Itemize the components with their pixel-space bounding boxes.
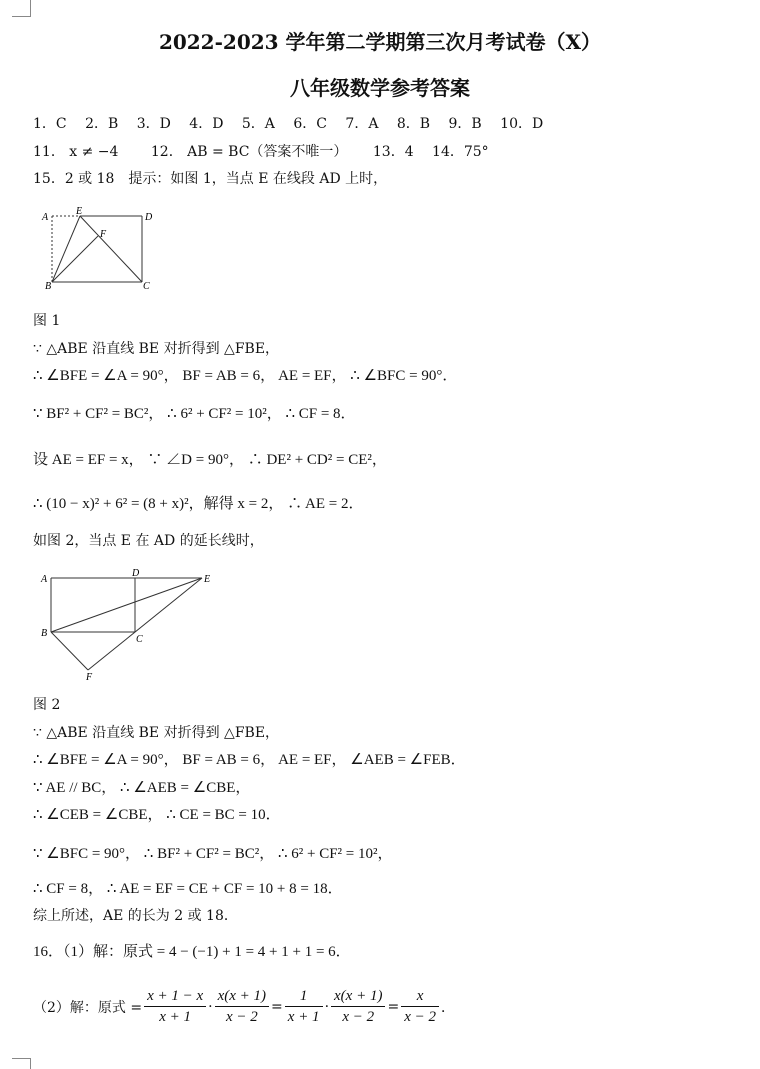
fill-answers: 11． x ≠ −4 12． AB = BC（答案不唯一） 13．4 14．75°	[33, 144, 489, 160]
case1-line1: ∵ △ABE 沿直线 BE 对折得到 △FBE，	[33, 341, 280, 357]
fig1-label-c: C	[143, 281, 150, 292]
equals-sign: =	[387, 998, 400, 1015]
fraction-2	[215, 986, 269, 1027]
corner-mark-bottom	[12, 1058, 31, 1069]
case2-line4: ∴ ∠CEB = ∠CBE， ∴ CE = BC = 10．	[33, 807, 281, 823]
figure-1-diagram	[38, 204, 158, 296]
fig1-segment-bf	[52, 236, 98, 282]
fraction-1-numerator: x + 1 − x	[144, 986, 206, 1007]
case2-line3: ∵ AE // BC， ∴ ∠AEB = ∠CBE，	[33, 780, 251, 796]
fig2-label-e: E	[204, 574, 211, 585]
case1-line2: ∴ ∠BFE = ∠A = 90°， BF = AB = 6， AE = EF， ∴ ∠BFC = 90°．	[33, 368, 458, 384]
fig2-label-a: A	[41, 574, 48, 585]
fraction-2-denominator: x − 2	[225, 1009, 258, 1025]
fig1-label-f: F	[100, 229, 107, 240]
figure-2-diagram	[36, 566, 226, 684]
fraction-3-denominator: x + 1	[287, 1009, 320, 1025]
fraction-5-numerator: x	[401, 986, 439, 1007]
fig1-label-d: D	[145, 212, 153, 223]
figure-2-caption: 图 2	[33, 697, 61, 713]
fraction-4	[331, 986, 385, 1027]
fig2-segment-bf	[51, 632, 88, 670]
fraction-1	[144, 986, 206, 1027]
q16-part2	[33, 986, 455, 1027]
case2-line6: ∴ CF = 8， ∴ AE = EF = CE + CF = 10 + 8 = 18．	[33, 881, 343, 897]
case1-line3: ∵ BF² + CF² = BC²， ∴ 6² + CF² = 10²， ∴ CF = 8．	[33, 406, 356, 422]
fig2-segment-fe	[88, 578, 202, 670]
fraction-3	[285, 986, 323, 1027]
dot-operator: ·	[324, 998, 330, 1015]
dot-operator: ·	[208, 998, 213, 1015]
fig2-label-b: B	[41, 628, 48, 639]
case1-line5: ∴ (10 − x)² + 6² = (8 + x)²，解得 x = 2， ∴ AE = 2．	[33, 496, 364, 512]
fig1-label-a: A	[42, 212, 49, 223]
choice-answers: 1．C 2．B 3．D 4．D 5．A 6．C 7．A 8．B 9．B 10．D	[33, 116, 544, 132]
case2-line2: ∴ ∠BFE = ∠A = 90°， BF = AB = 6， AE = EF， ∠AEB = ∠FEB．	[33, 752, 466, 768]
q16-part1: 16．（1）解：原式 = 4 − (−1) + 1 = 4 + 1 + 1 = 6．	[33, 944, 351, 960]
case2-line5: ∵ ∠BFC = 90°， ∴ BF² + CF² = BC²， ∴ 6² + CF² = 10²，	[33, 846, 393, 862]
fraction-4-numerator: x(x + 1)	[331, 986, 385, 1007]
equals-sign: =	[271, 998, 283, 1015]
page-title: 2022-2023 学年第二学期第三次月考试卷（X）	[158, 30, 602, 54]
fraction-2-numerator: x(x + 1)	[215, 986, 269, 1007]
fig2-label-d: D	[132, 568, 140, 579]
q16-part2-prefix: （2）解：原式 =	[33, 999, 143, 1016]
fig1-label-b: B	[45, 281, 52, 292]
fig2-segment-be	[51, 578, 202, 632]
fig1-segment-be	[52, 216, 80, 282]
page-subtitle: 八年级数学参考答案	[290, 76, 470, 100]
fig1-label-e: E	[76, 206, 83, 217]
fraction-1-denominator: x + 1	[159, 1009, 192, 1025]
case2-intro: 如图 2，当点 E 在 AD 的延长线时，	[33, 533, 264, 549]
fraction-5-denominator: x − 2	[404, 1009, 436, 1025]
fig1-segment-ec	[80, 216, 142, 282]
case2-line1: ∵ △ABE 沿直线 BE 对折得到 △FBE，	[33, 725, 280, 741]
q15-intro: 15．2 或 18 提示：如图 1，当点 E 在线段 AD 上时，	[33, 171, 388, 187]
case1-line4: 设 AE = EF = x， ∵ ∠D = 90°， ∴ DE² + CD² = CE²，	[33, 452, 387, 468]
case2-conclusion: 综上所述，AE 的长为 2 或 18．	[33, 908, 238, 924]
fig2-label-c: C	[136, 634, 143, 645]
fig2-label-f: F	[86, 672, 93, 683]
fraction-3-numerator: 1	[285, 986, 323, 1007]
period: ．	[440, 999, 455, 1016]
figure-1-caption: 图 1	[33, 313, 61, 329]
fraction-4-denominator: x − 2	[342, 1009, 375, 1025]
fraction-5	[401, 986, 439, 1027]
corner-mark-top	[12, 0, 31, 17]
